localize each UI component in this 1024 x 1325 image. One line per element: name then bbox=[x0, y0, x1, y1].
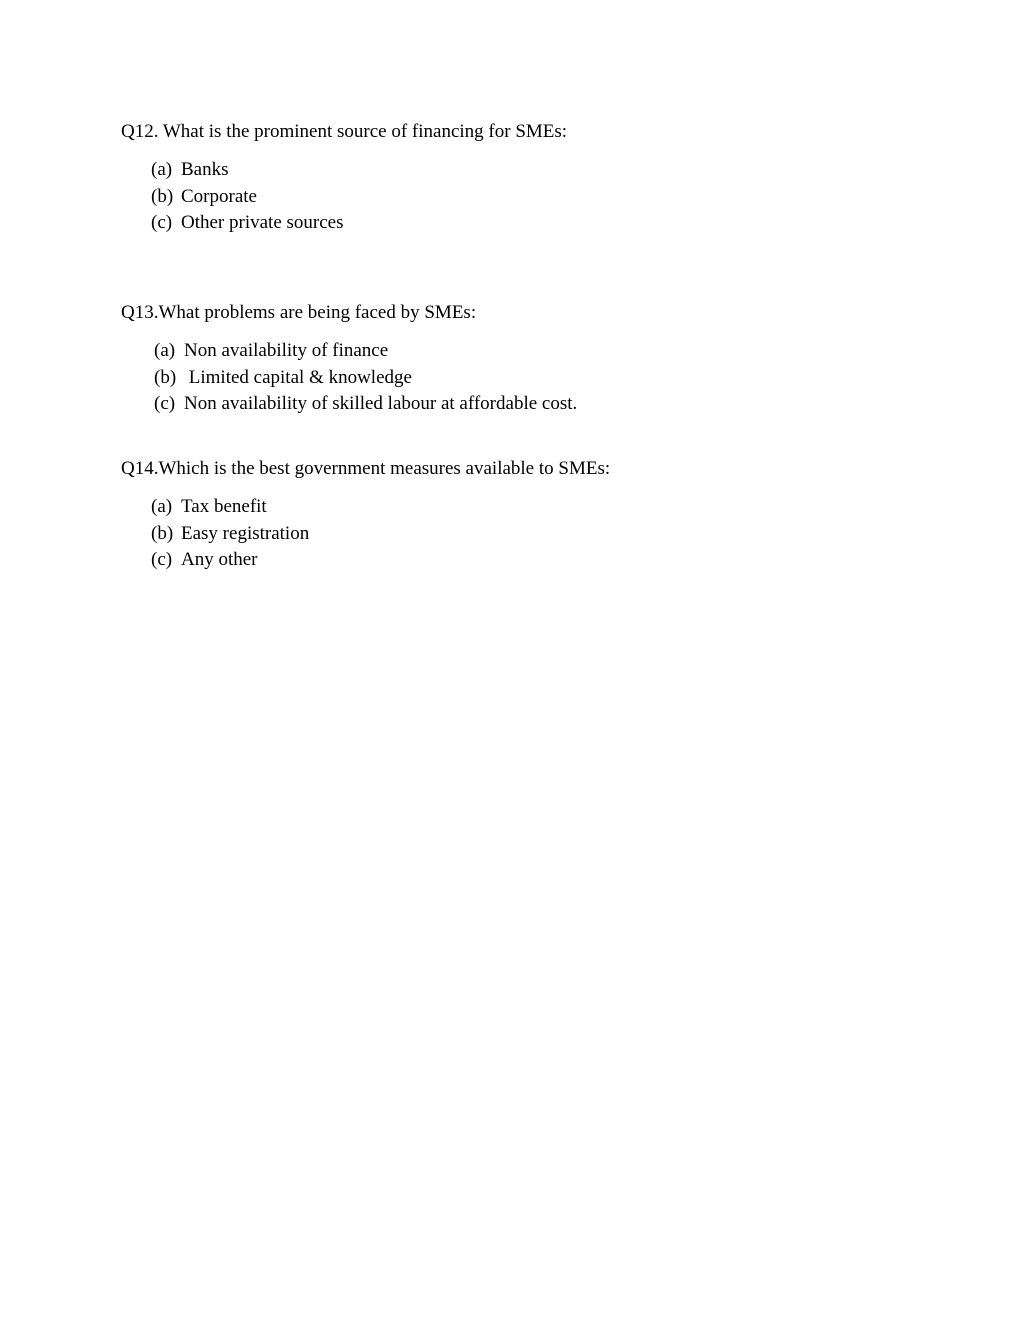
option-marker: (a) bbox=[151, 496, 173, 517]
option-text: Any other bbox=[181, 549, 258, 570]
question-13: Q13.What problems are being faced by SMEs: bbox=[121, 302, 477, 323]
option-marker: (b) bbox=[151, 185, 174, 207]
option-item bbox=[154, 365, 577, 392]
option-item bbox=[151, 521, 309, 548]
question-12: Q12. What is the prominent source of financing for SMEs: bbox=[121, 121, 568, 142]
option-marker: (a) bbox=[151, 159, 173, 180]
question-12-options bbox=[151, 157, 344, 237]
option-text: Easy registration bbox=[181, 522, 310, 544]
option-marker: (b) bbox=[151, 522, 174, 544]
option-item bbox=[151, 184, 344, 211]
option-text: Limited capital & knowledge bbox=[184, 366, 412, 388]
option-text: Non availability of skilled labour at affordable cost. bbox=[184, 393, 578, 414]
option-item bbox=[151, 494, 309, 521]
option-item bbox=[151, 547, 309, 574]
option-text: Corporate bbox=[181, 185, 257, 207]
option-item bbox=[154, 391, 577, 418]
option-text: Other private sources bbox=[181, 212, 344, 233]
option-item bbox=[151, 210, 344, 237]
option-marker: (c) bbox=[151, 549, 173, 570]
option-marker: (c) bbox=[154, 393, 176, 414]
option-text: Tax benefit bbox=[181, 496, 267, 517]
option-text: Non availability of finance bbox=[184, 340, 389, 361]
question-13-options bbox=[154, 338, 577, 418]
question-14: Q14.Which is the best government measures available to SMEs: bbox=[121, 458, 611, 479]
option-marker: (a) bbox=[154, 340, 176, 361]
option-text: Banks bbox=[181, 159, 229, 180]
question-14-options bbox=[151, 494, 309, 574]
option-item bbox=[154, 338, 577, 365]
option-item bbox=[151, 157, 344, 184]
option-marker: (c) bbox=[151, 212, 173, 233]
option-marker: (b) bbox=[154, 366, 177, 388]
